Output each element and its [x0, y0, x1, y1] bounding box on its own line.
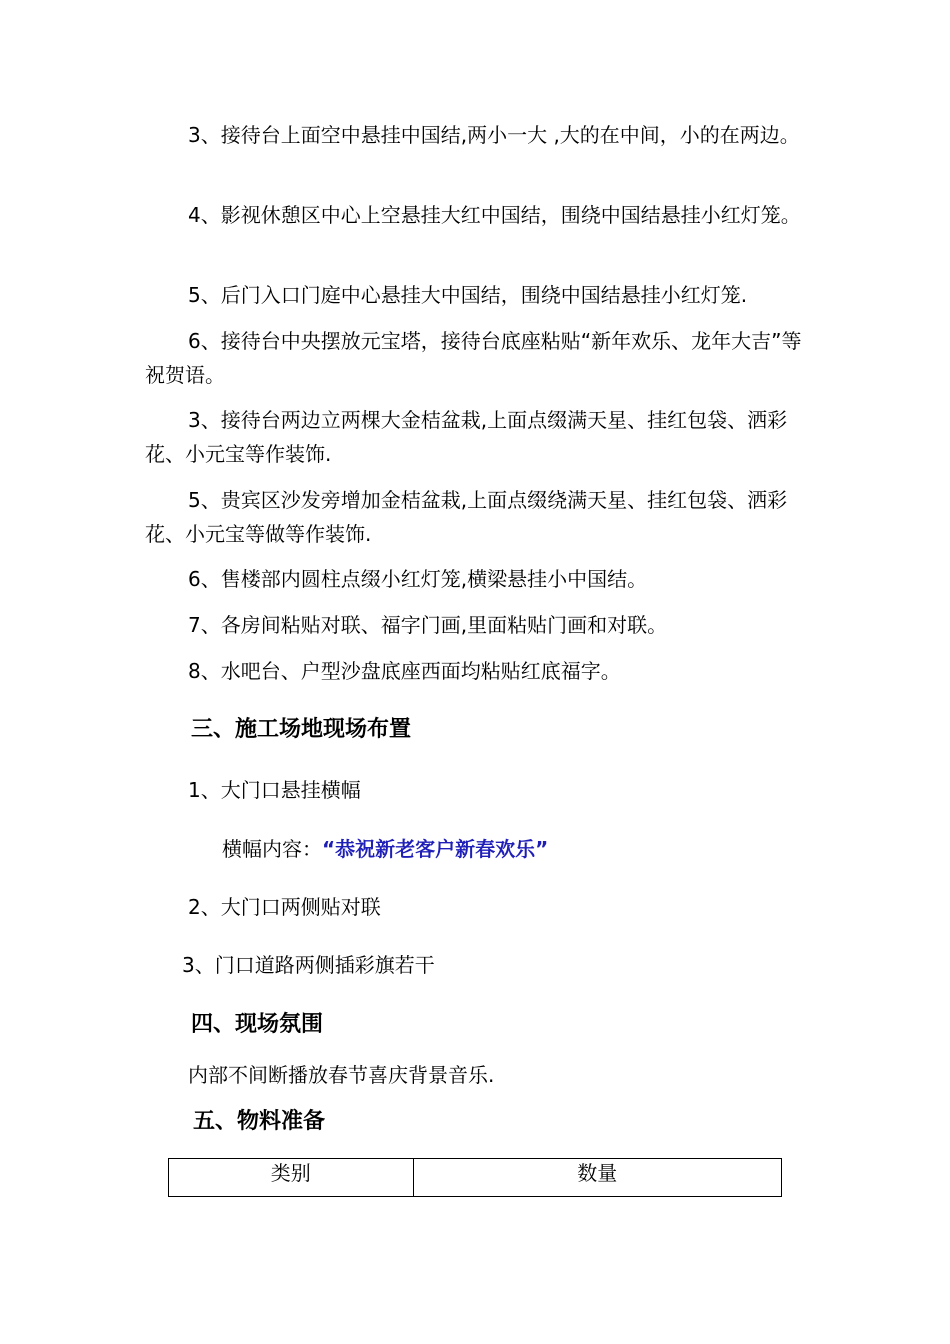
paragraph-fu-characters: 8、水吧台、户型沙盘底座西面均粘贴红底福字。 [188, 659, 621, 683]
banner-text: “恭祝新老客户新春欢乐” [322, 837, 549, 861]
paragraph-couplets-rooms: 7、各房间粘贴对联、福字门画,里面粘贴门画和对联。 [188, 613, 668, 637]
paragraph-ingot-tower: 6、接待台中央摆放元宝塔，接待台底座粘贴“新年欢乐、龙年大吉”等祝贺语。 [145, 329, 802, 387]
paragraph-back-door-knot: 5、后门入口门庭中心悬挂大中国结，围绕中国结悬挂小红灯笼. [188, 283, 748, 307]
paragraph-pillar-lanterns: 6、售楼部内圆柱点缀小红灯笼,横梁悬挂小中国结。 [188, 567, 648, 591]
paragraph-hanging-knots-reception: 3、接待台上面空中悬挂中国结,两小一大 ,大的在中间，小的在两边。 [188, 123, 800, 147]
banner-label: 横幅内容： [222, 837, 322, 861]
paragraph-kumquat-reception: 3、接待台两边立两棵大金桔盆栽,上面点缀满天星、挂红包袋、洒彩花、小元宝等作装饰. [145, 408, 788, 466]
table-header-category: 类别 [169, 1159, 414, 1197]
banner-content-line [222, 832, 548, 866]
materials-table [168, 1158, 782, 1197]
section-3-item-1: 1、大门口悬挂横幅 [188, 778, 361, 802]
table-header-quantity: 数量 [413, 1159, 781, 1197]
section-5-heading: 五、物料准备 [193, 1109, 326, 1134]
section-4-text: 内部不间断播放春节喜庆背景音乐. [188, 1063, 495, 1087]
paragraph-kumquat-vip: 5、贵宾区沙发旁增加金桔盆栽,上面点缀绕满天星、挂红包袋、洒彩花、小元宝等做等作装饰. [145, 488, 788, 546]
section-3-heading: 三、施工场地现场布置 [191, 717, 412, 742]
section-4-heading: 四、现场氛围 [191, 1012, 324, 1037]
section-3-item-3: 3、门口道路两侧插彩旗若干 [182, 953, 435, 977]
paragraph-lounge-knot: 4、影视休憩区中心上空悬挂大红中国结，围绕中国结悬挂小红灯笼。 [188, 203, 801, 227]
section-3-item-2: 2、大门口两侧贴对联 [188, 895, 381, 919]
table-header-row [169, 1159, 782, 1197]
